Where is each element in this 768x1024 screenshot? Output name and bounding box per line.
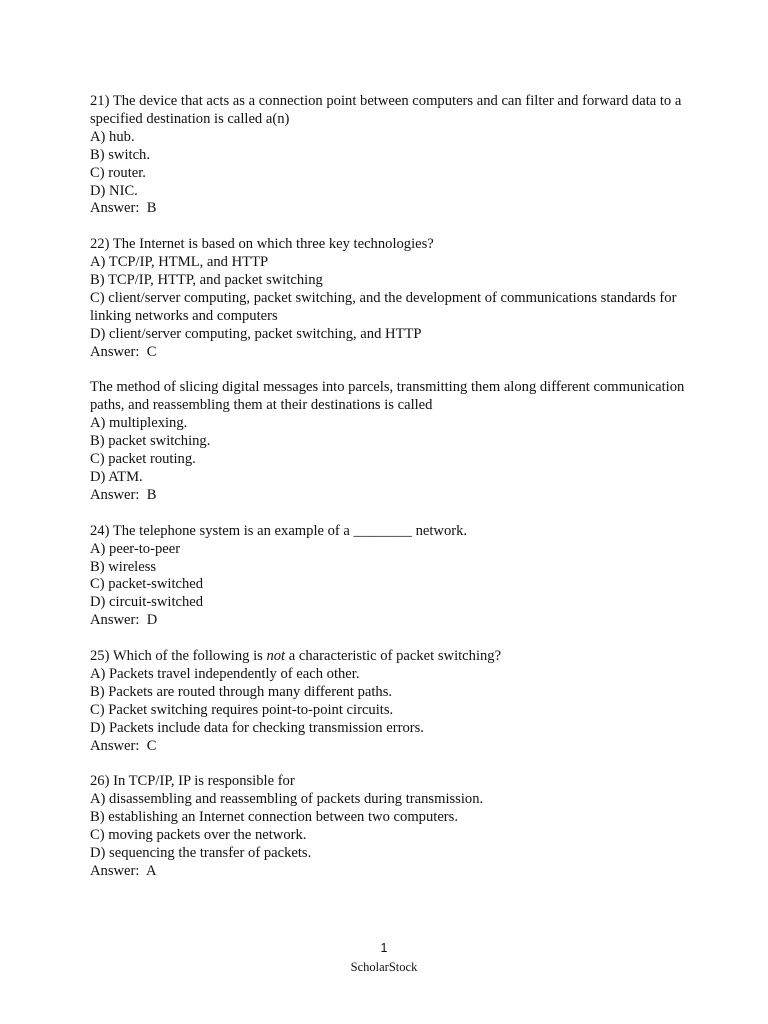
- question-stem: 22) The Internet is based on which three key technologies?: [90, 236, 434, 253]
- option-b: B) switch.: [90, 146, 150, 163]
- option-c: C) packet-switched: [90, 576, 204, 593]
- answer-line: Answer: C: [90, 737, 157, 754]
- question-stem: 21) The device that acts as a connection point between computers and can filter and forward data to a specified destination is called a(n): [90, 93, 682, 127]
- option-b: B) Packets are routed through many different paths.: [90, 683, 393, 700]
- option-b: B) TCP/IP, HTTP, and packet switching: [90, 272, 323, 289]
- option-b: B) packet switching.: [90, 433, 211, 450]
- question-25: [90, 648, 690, 755]
- stem-text-after: a characteristic of packet switching?: [285, 648, 502, 665]
- answer-line: Answer: D: [90, 612, 158, 629]
- option-a: A) hub.: [90, 128, 135, 145]
- answer-line: Answer: A: [90, 862, 157, 879]
- question-24: [90, 523, 690, 630]
- option-c: C) packet routing.: [90, 451, 196, 468]
- option-c: C) Packet switching requires point-to-point circuits.: [90, 701, 394, 718]
- answer-line: Answer: C: [90, 343, 157, 360]
- question-22: [90, 236, 690, 361]
- question-21: [90, 93, 690, 218]
- option-d: D) sequencing the transfer of packets.: [90, 844, 312, 861]
- option-a: A) multiplexing.: [90, 415, 188, 432]
- question-26: [90, 773, 690, 880]
- option-d: D) client/server computing, packet switching, and HTTP: [90, 325, 422, 342]
- question-23: [90, 379, 690, 504]
- question-stem: [90, 648, 690, 666]
- option-c: C) router.: [90, 164, 146, 181]
- option-a: A) TCP/IP, HTML, and HTTP: [90, 254, 269, 271]
- question-stem: 26) In TCP/IP, IP is responsible for: [90, 773, 295, 790]
- page-number: 1: [380, 941, 388, 955]
- option-d: D) Packets include data for checking transmission errors.: [90, 719, 424, 736]
- answer-line: Answer: B: [90, 486, 157, 503]
- footer-brand: ScholarStock: [350, 960, 418, 974]
- option-d: D) ATM.: [90, 469, 143, 485]
- stem-text-before: 25) Which of the following is: [90, 648, 267, 665]
- option-d: D) NIC.: [90, 182, 138, 199]
- option-c: C) client/server computing, packet switching, and the development of communications standards for linking networks and computers: [90, 289, 681, 324]
- answer-line: Answer: B: [90, 200, 157, 217]
- option-d: D) circuit-switched: [90, 594, 204, 611]
- question-list: [90, 93, 690, 899]
- stem-emphasis: not: [266, 648, 286, 665]
- question-stem: The method of slicing digital messages into parcels, transmitting them along different communication paths, and reassembling them at their destinations is called: [90, 379, 685, 414]
- option-c: C) moving packets over the network.: [90, 827, 307, 844]
- option-a: A) peer-to-peer: [90, 540, 181, 557]
- option-a: A) Packets travel independently of each other.: [90, 665, 360, 682]
- option-b: B) establishing an Internet connection between two computers.: [90, 809, 458, 826]
- question-stem: 24) The telephone system is an example of a ________ network.: [90, 522, 468, 539]
- option-b: B) wireless: [90, 558, 157, 575]
- option-a: A) disassembling and reassembling of packets during transmission.: [90, 791, 484, 808]
